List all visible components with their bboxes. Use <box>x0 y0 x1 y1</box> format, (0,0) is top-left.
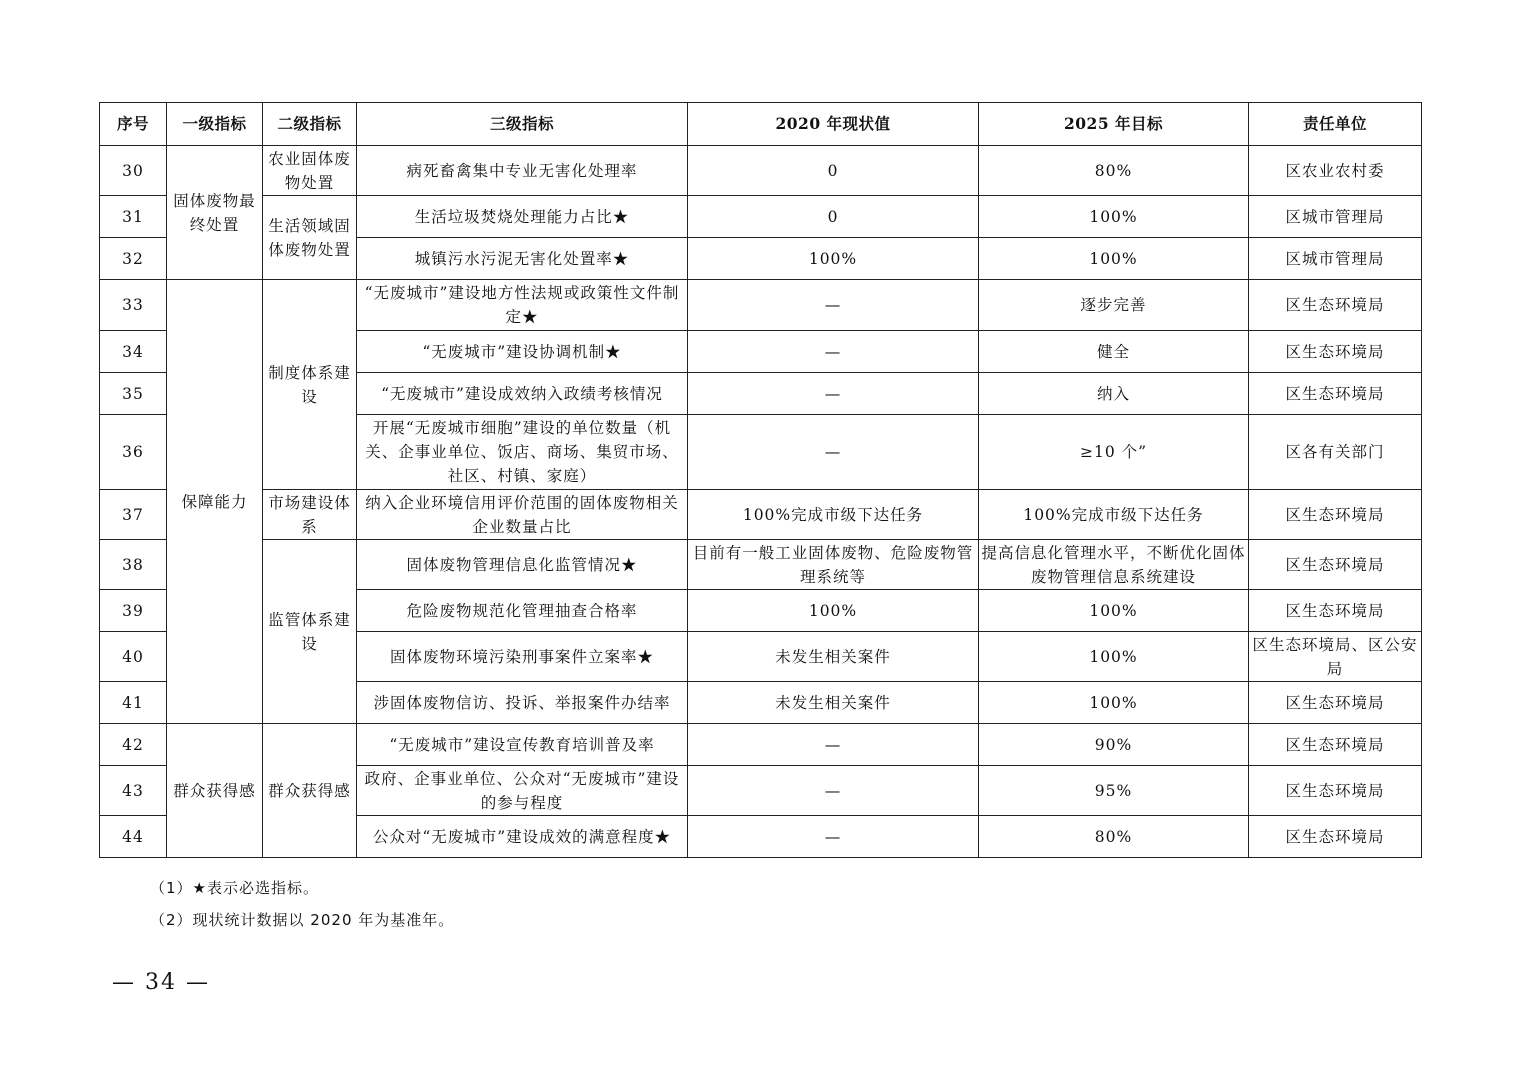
row-2025: 80% <box>979 146 1249 196</box>
row-2020: 目前有一般工业固体废物、危险废物管理系统等 <box>688 540 979 590</box>
row-2025: 100% <box>979 682 1249 724</box>
table-header-row <box>100 103 1422 146</box>
row-2020: — <box>688 373 979 415</box>
row-indicator: 危险废物规范化管理抽查合格率 <box>357 590 688 632</box>
row-no: 40 <box>100 632 167 682</box>
level1-cell: 固体废物最终处置 <box>167 146 263 280</box>
table-row <box>100 490 1422 540</box>
row-indicator: 生活垃圾焚烧处理能力占比★ <box>357 196 688 238</box>
header-level1: 一级指标 <box>167 103 263 146</box>
row-2020: — <box>688 766 979 816</box>
page-number: — 34 — <box>112 970 210 995</box>
row-no: 32 <box>100 238 167 280</box>
row-indicator: 政府、企事业单位、公众对“无废城市”建设的参与程度 <box>357 766 688 816</box>
table-row <box>100 280 1422 331</box>
row-indicator: 开展“无废城市细胞”建设的单位数量（机关、企事业单位、饭店、商场、集贸市场、社区、村镇、家庭） <box>357 415 688 490</box>
note-baseline: （2）现状统计数据以 2020 年为基准年。 <box>150 911 455 929</box>
row-no: 31 <box>100 196 167 238</box>
row-no: 30 <box>100 146 167 196</box>
row-no: 39 <box>100 590 167 632</box>
row-indicator: 病死畜禽集中专业无害化处理率 <box>357 146 688 196</box>
row-2020: 100% <box>688 590 979 632</box>
row-2025: ≥10 个” <box>979 415 1249 490</box>
row-unit: 区生态环境局 <box>1249 724 1422 766</box>
row-2020: 100% <box>688 238 979 280</box>
row-unit: 区各有关部门 <box>1249 415 1422 490</box>
row-indicator: “无废城市”建设宣传教育培训普及率 <box>357 724 688 766</box>
row-indicator: “无废城市”建设协调机制★ <box>357 331 688 373</box>
row-unit: 区生态环境局 <box>1249 540 1422 590</box>
row-no: 37 <box>100 490 167 540</box>
row-2025: 100%完成市级下达任务 <box>979 490 1249 540</box>
row-2025: 100% <box>979 632 1249 682</box>
level2-cell: 农业固体废物处置 <box>263 146 357 196</box>
row-no: 42 <box>100 724 167 766</box>
row-unit: 区生态环境局 <box>1249 280 1422 331</box>
row-no: 38 <box>100 540 167 590</box>
row-2020: 0 <box>688 146 979 196</box>
row-unit: 区生态环境局、区公安局 <box>1249 632 1422 682</box>
row-indicator: 纳入企业环境信用评价范围的固体废物相关企业数量占比 <box>357 490 688 540</box>
level2-cell: 市场建设体系 <box>263 490 357 540</box>
table-row <box>100 196 1422 238</box>
row-2025: 95% <box>979 766 1249 816</box>
row-2025: 逐步完善 <box>979 280 1249 331</box>
row-2025: 纳入 <box>979 373 1249 415</box>
row-2020: 未发生相关案件 <box>688 682 979 724</box>
row-2020: — <box>688 816 979 858</box>
table-notes <box>150 872 454 936</box>
row-no: 34 <box>100 331 167 373</box>
level2-cell: 监管体系建设 <box>263 540 357 724</box>
row-2020: — <box>688 415 979 490</box>
level2-cell: 生活领域固体废物处置 <box>263 196 357 280</box>
row-2025: 90% <box>979 724 1249 766</box>
row-unit: 区生态环境局 <box>1249 590 1422 632</box>
row-2020: 0 <box>688 196 979 238</box>
row-2020: 未发生相关案件 <box>688 632 979 682</box>
header-level2: 二级指标 <box>263 103 357 146</box>
row-unit: 区生态环境局 <box>1249 816 1422 858</box>
indicator-table <box>99 102 1422 858</box>
row-no: 36 <box>100 415 167 490</box>
row-2020: 100%完成市级下达任务 <box>688 490 979 540</box>
row-unit: 区生态环境局 <box>1249 766 1422 816</box>
row-no: 35 <box>100 373 167 415</box>
header-2020: 2020 年现状值 <box>688 103 979 146</box>
header-2025: 2025 年目标 <box>979 103 1249 146</box>
header-unit: 责任单位 <box>1249 103 1422 146</box>
level1-cell: 群众获得感 <box>167 724 263 858</box>
row-unit: 区城市管理局 <box>1249 196 1422 238</box>
row-no: 33 <box>100 280 167 331</box>
row-2020: — <box>688 280 979 331</box>
header-no: 序号 <box>100 103 167 146</box>
row-unit: 区农业农村委 <box>1249 146 1422 196</box>
level2-cell: 群众获得感 <box>263 724 357 858</box>
level2-cell: 制度体系建设 <box>263 280 357 490</box>
row-indicator: 固体废物管理信息化监管情况★ <box>357 540 688 590</box>
row-2020: — <box>688 724 979 766</box>
row-indicator: 公众对“无废城市”建设成效的满意程度★ <box>357 816 688 858</box>
row-2025: 80% <box>979 816 1249 858</box>
row-2020: — <box>688 331 979 373</box>
row-unit: 区生态环境局 <box>1249 373 1422 415</box>
row-2025: 100% <box>979 590 1249 632</box>
row-indicator: 固体废物环境污染刑事案件立案率★ <box>357 632 688 682</box>
row-unit: 区城市管理局 <box>1249 238 1422 280</box>
row-2025: 100% <box>979 196 1249 238</box>
row-no: 41 <box>100 682 167 724</box>
row-2025: 健全 <box>979 331 1249 373</box>
row-indicator: 涉固体废物信访、投诉、举报案件办结率 <box>357 682 688 724</box>
table-row <box>100 146 1422 196</box>
header-level3: 三级指标 <box>357 103 688 146</box>
row-indicator: 城镇污水污泥无害化处置率★ <box>357 238 688 280</box>
row-unit: 区生态环境局 <box>1249 490 1422 540</box>
row-2025: 提高信息化管理水平，不断优化固体废物管理信息系统建设 <box>979 540 1249 590</box>
row-no: 44 <box>100 816 167 858</box>
table-row <box>100 724 1422 766</box>
row-2025: 100% <box>979 238 1249 280</box>
row-unit: 区生态环境局 <box>1249 682 1422 724</box>
row-unit: 区生态环境局 <box>1249 331 1422 373</box>
note-required: （1）★表示必选指标。 <box>150 879 319 897</box>
level1-cell: 保障能力 <box>167 280 263 724</box>
row-indicator: “无废城市”建设成效纳入政绩考核情况 <box>357 373 688 415</box>
row-indicator: “无废城市”建设地方性法规或政策性文件制定★ <box>357 280 688 331</box>
table-row <box>100 540 1422 590</box>
row-no: 43 <box>100 766 167 816</box>
